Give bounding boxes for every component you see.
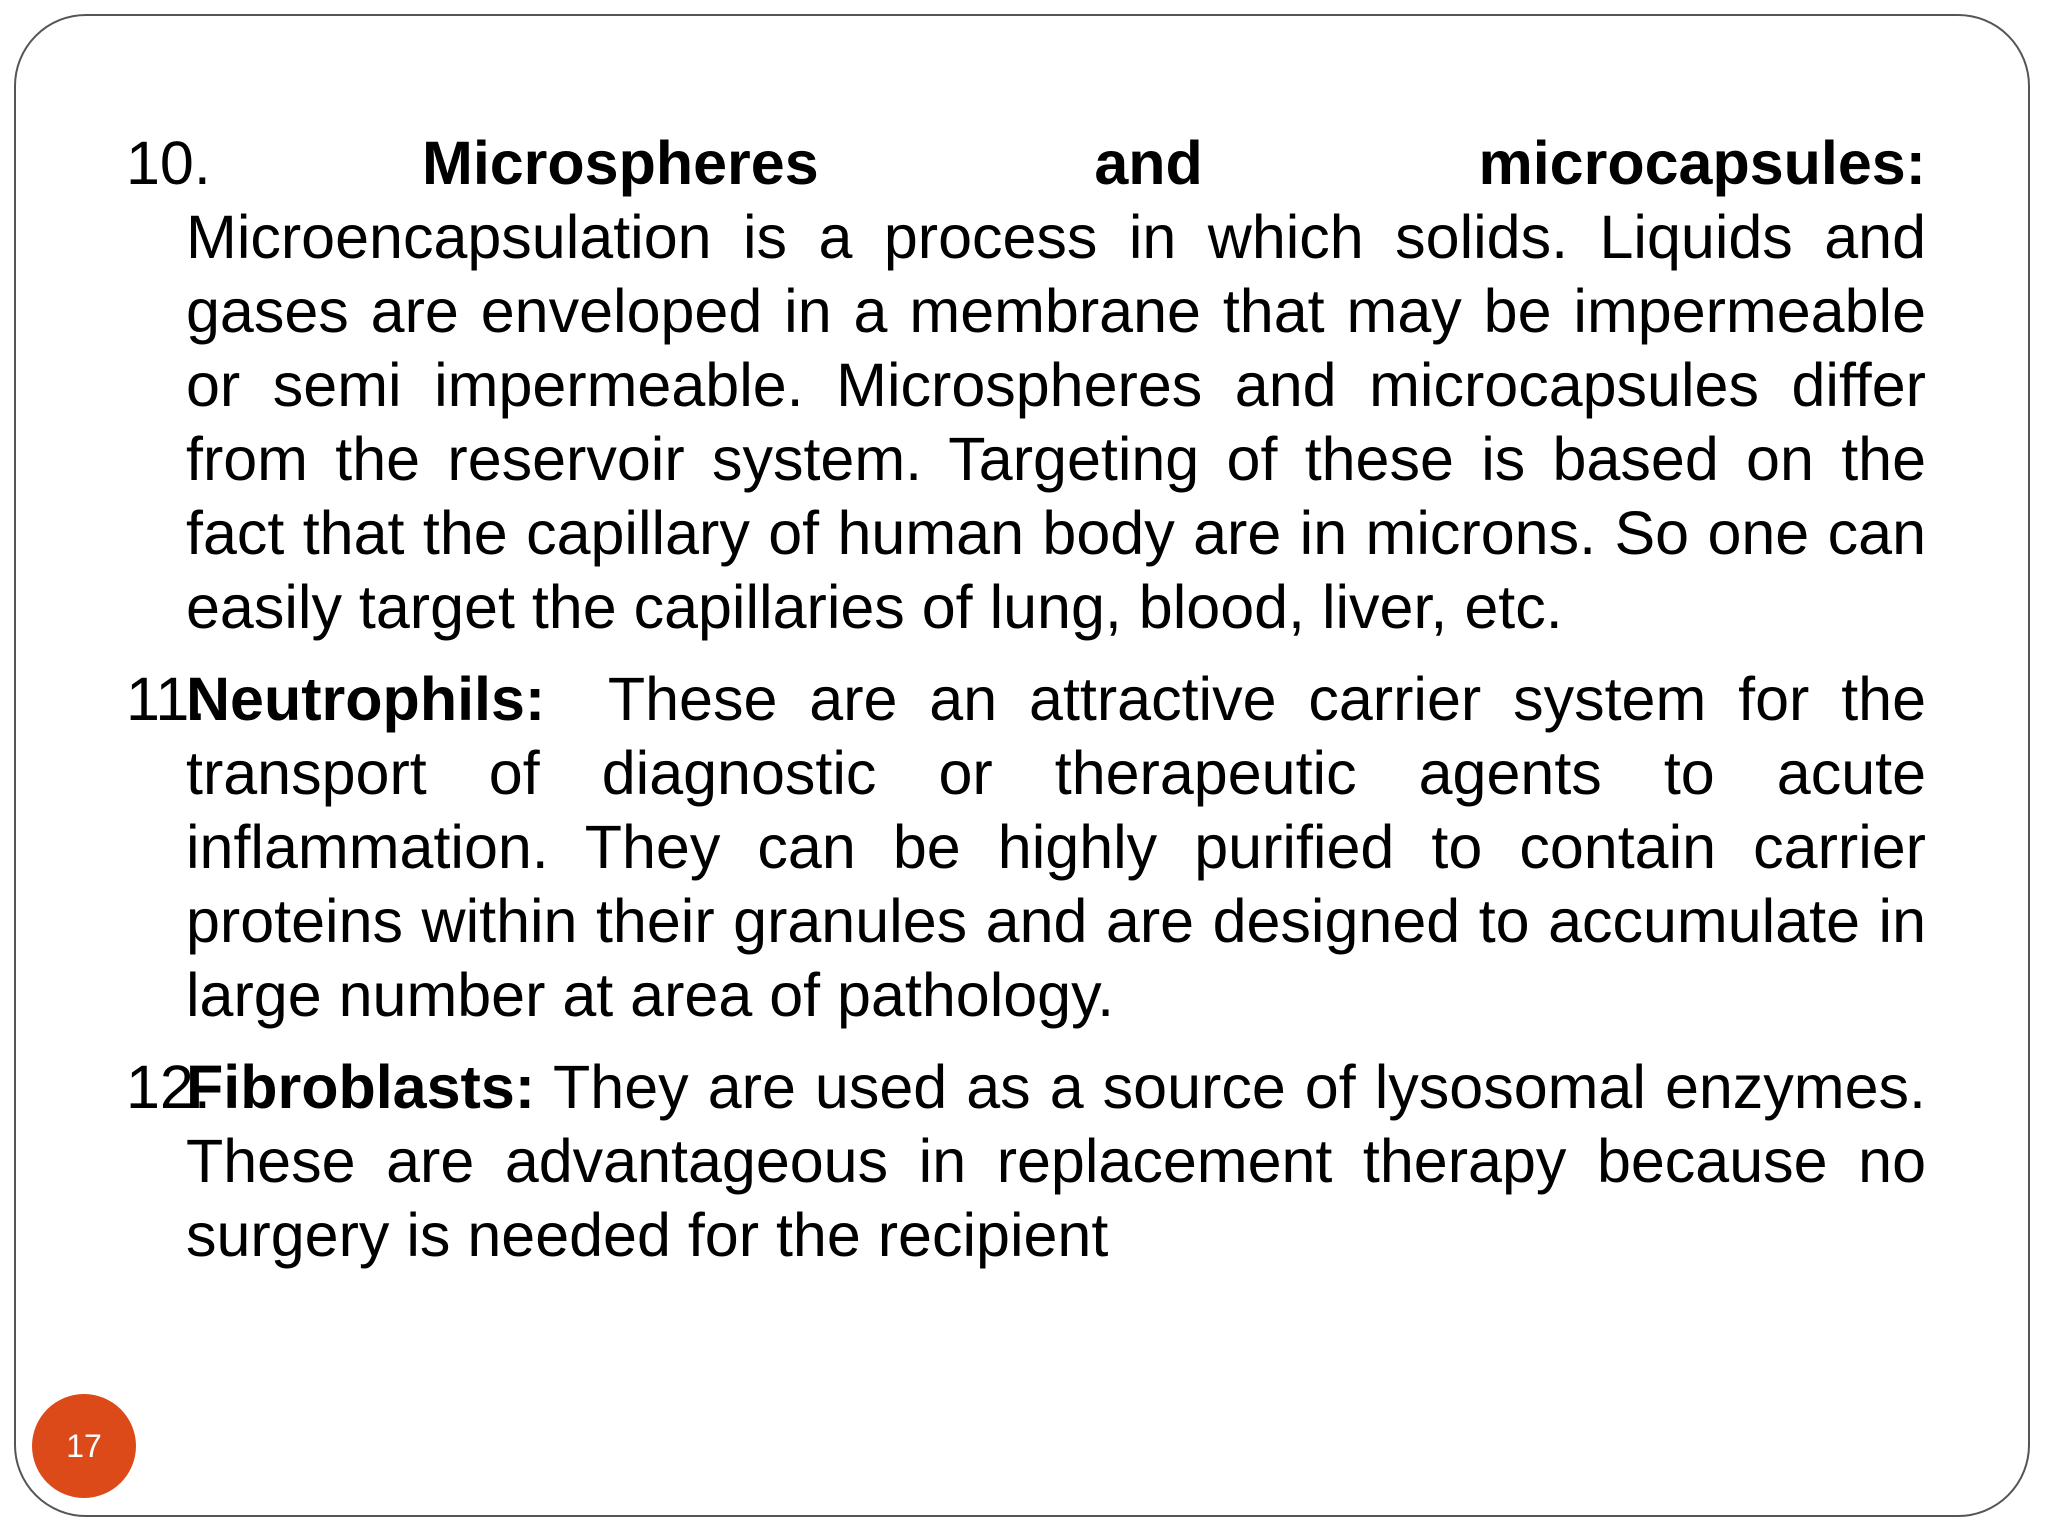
page-number-badge: 17	[32, 1394, 136, 1498]
slide-content	[126, 126, 1926, 1290]
list-item-neutrophils	[126, 662, 1926, 1032]
item-number: 12.	[126, 1053, 211, 1121]
item-heading: Microspheres and microcapsules:	[422, 129, 1926, 197]
list-item-microspheres	[126, 126, 1926, 644]
item-heading-line	[186, 126, 1926, 200]
item-number: 10.	[126, 129, 211, 197]
item-number: 11.	[126, 665, 207, 733]
item-body: These are an attractive carrier system for the transport of diagnostic or therapeutic agents to acute inflammation. They can be highly purified to contain carrier proteins within their granules and are designed to accumulate in large number at area of pathology.	[186, 665, 1926, 1029]
list-item-fibroblasts	[126, 1050, 1926, 1272]
item-heading: Fibroblasts:	[186, 1053, 536, 1121]
item-heading: Neutrophils:	[186, 665, 546, 733]
item-body: Microencapsulation is a process in which solids. Liquids and gases are enveloped in a membrane that may be impermeable or semi impermeable. Microspheres and microcapsules differ from the reservoir system. Targeting of these is based on the fact that the capillary of human body are in microns. So one can easily target the capillaries of lung, blood, liver, etc.	[186, 203, 1926, 641]
item-body: They are used as a source of lysosomal enzymes. These are advantageous in replacement therapy because no surgery is needed for the recipient	[186, 1053, 1926, 1269]
